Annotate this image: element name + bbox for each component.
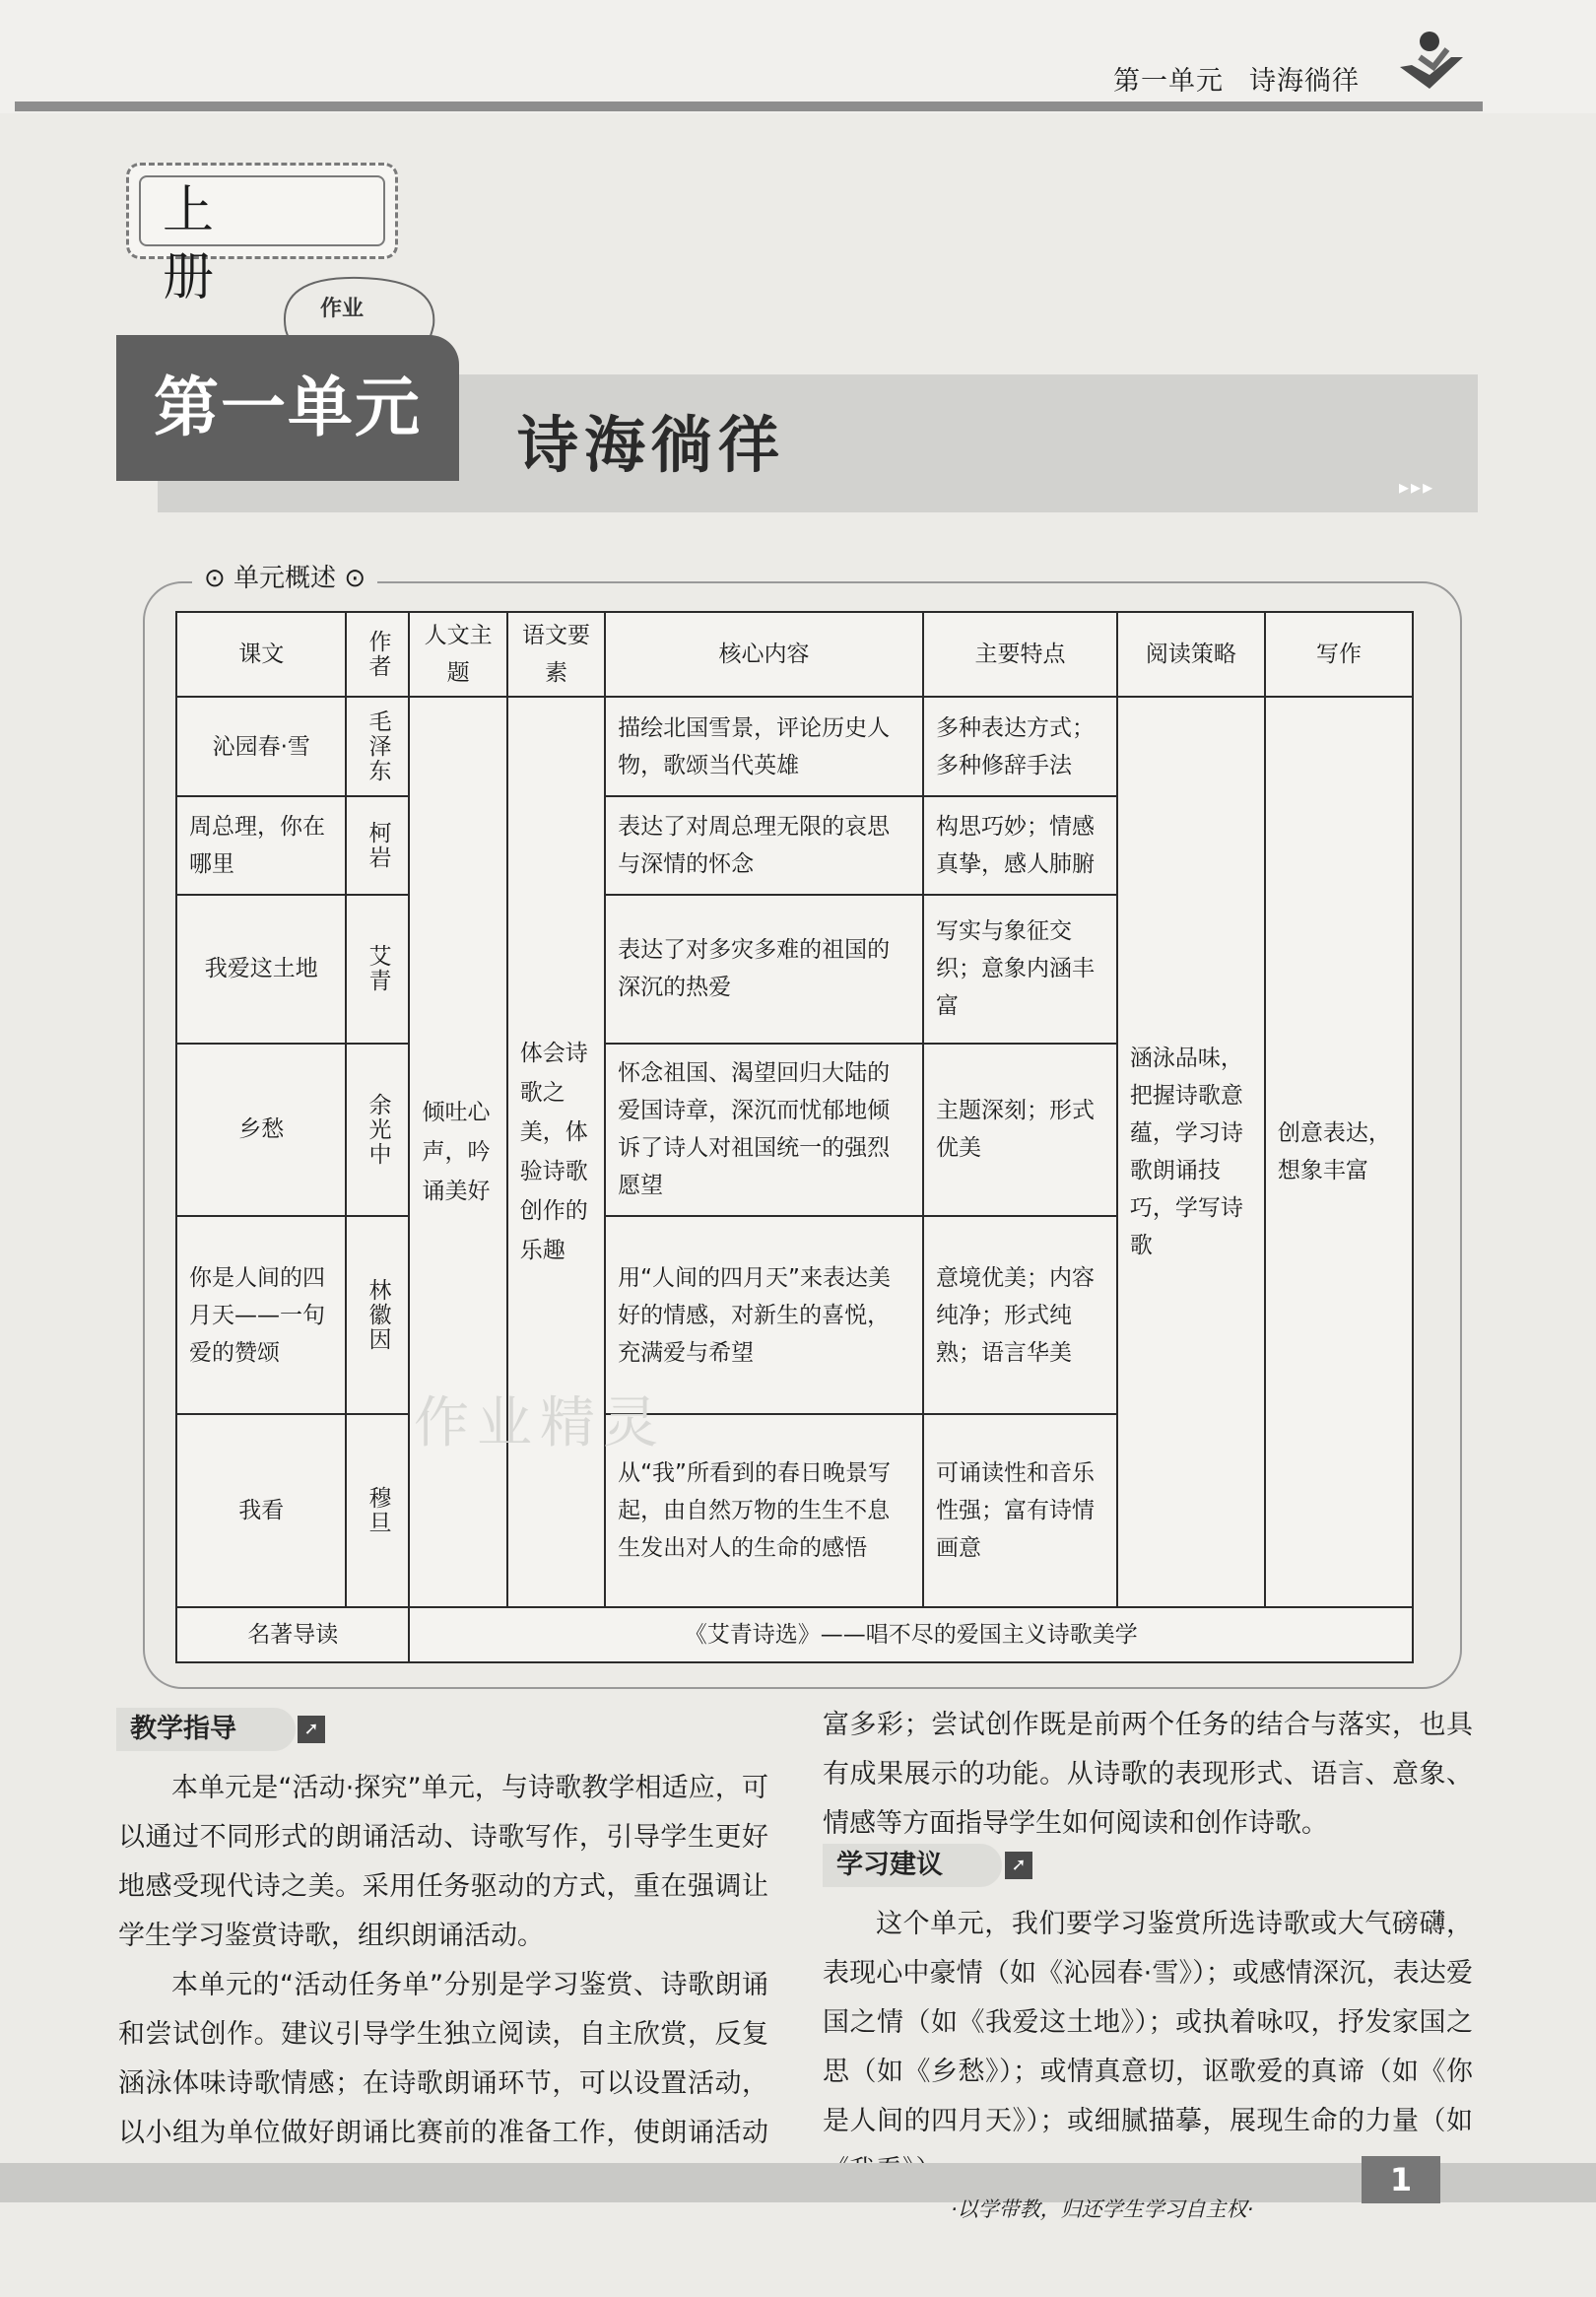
teaching-text-left	[118, 1764, 768, 2207]
writing-cell: 创意表达，想象丰富	[1265, 697, 1413, 1606]
author-cell: 艾青	[346, 895, 409, 1044]
advice-text	[823, 1900, 1473, 2196]
teaching-paragraph-1: 本单元是“活动·探究”单元，与诗歌教学相适应，可以通过不同形式的朗诵活动、诗歌写作，引导学生更好地感受现代诗之美。采用任务驱动的方式，重在强调让学生学习鉴赏诗歌，组织朗诵活动。	[118, 1773, 768, 1951]
classic-label: 名著导读	[176, 1607, 409, 1662]
unit-banner-title: 诗海徜徉	[517, 409, 786, 481]
author-cell: 柯岩	[346, 796, 409, 895]
theme-cell: 倾吐心声，吟诵美好	[409, 697, 506, 1606]
page-number: 1	[1362, 2156, 1440, 2203]
lesson-cell: 你是人间的四月天——一句爱的赞颂	[176, 1216, 346, 1414]
header-writing: 写作	[1265, 612, 1413, 697]
header-theme: 人文主题	[409, 612, 506, 697]
feature-cell: 意境优美；内容纯净；形式纯熟；语言华美	[923, 1216, 1117, 1414]
table-row-classic	[176, 1607, 1413, 1662]
footer-band	[0, 2163, 1596, 2202]
content-cell: 表达了对周总理无限的哀思与深情的怀念	[605, 796, 923, 895]
author-cell: 毛泽东	[346, 697, 409, 795]
banner-arrows-icon: ▸▸▸	[1399, 475, 1435, 499]
header-author: 作者	[346, 612, 409, 697]
table-header-row	[176, 612, 1413, 697]
feature-cell: 可诵读性和音乐性强；富有诗情画意	[923, 1414, 1117, 1607]
volume-label-box	[126, 163, 398, 307]
teaching-arrow-icon: ➚	[298, 1716, 325, 1743]
teaching-guide-tag	[116, 1708, 296, 1751]
lesson-cell: 沁园春·雪	[176, 697, 346, 795]
book-reader-logo-icon	[1394, 28, 1468, 101]
teaching-paragraph-3: 富多彩；尝试创作既是前两个任务的结合与落实，也具有成果展示的功能。从诗歌的表现形式、语言、意象、情感等方面指导学生如何阅读和创作诗歌。	[823, 1710, 1473, 1839]
element-cell: 体会诗歌之美，体验诗歌创作的乐趣	[507, 697, 605, 1606]
header-rule	[15, 101, 1483, 111]
volume-label: 上 册	[139, 175, 385, 246]
unit-banner-number: 第一单元	[116, 335, 459, 481]
author-cell: 穆旦	[346, 1414, 409, 1607]
unit-overview-table	[175, 611, 1414, 1663]
author-cell: 林徽因	[346, 1216, 409, 1414]
running-header	[1113, 59, 1385, 98]
watermark: 作业精灵	[414, 1391, 666, 1455]
strategy-cell: 涵泳品味，把握诗歌意蕴，学习诗歌朗诵技巧，学写诗歌	[1117, 697, 1265, 1606]
header-strategy: 阅读策略	[1117, 612, 1265, 697]
header-feature: 主要特点	[923, 612, 1117, 697]
table-row	[176, 697, 1413, 795]
teaching-guide-label: 教学指导	[130, 1714, 236, 1744]
study-advice-tag	[823, 1844, 1002, 1887]
lesson-cell: 我看	[176, 1414, 346, 1607]
feature-cell: 主题深刻；形式优美	[923, 1044, 1117, 1217]
content-cell: 描绘北国雪景，评论历史人物，歌颂当代英雄	[605, 697, 923, 795]
stamp-label: 作业	[320, 297, 365, 321]
classic-text: 《艾青诗选》——唱不尽的爱国主义诗歌美学	[409, 1607, 1413, 1662]
author-cell: 余光中	[346, 1044, 409, 1217]
lesson-cell: 周总理，你在哪里	[176, 796, 346, 895]
footer-motto: ·以学带教，归还学生学习自主权·	[951, 2197, 1254, 2221]
advice-arrow-icon: ➚	[1005, 1852, 1032, 1879]
feature-cell: 多种表达方式；多种修辞手法	[923, 697, 1117, 795]
lesson-cell: 我爱这土地	[176, 895, 346, 1044]
overview-title: ⊙ 单元概述 ⊙	[192, 558, 377, 594]
content-cell: 表达了对多灾多难的祖国的深沉的热爱	[605, 895, 923, 1044]
content-cell: 用“人间的四月天”来表达美好的情感，对新生的喜悦，充满爱与希望	[605, 1216, 923, 1414]
header-element: 语文要素	[507, 612, 605, 697]
header-content: 核心内容	[605, 612, 923, 697]
header-unit: 第一单元	[1113, 66, 1224, 97]
content-cell: 从“我”所看到的春日晚景写起，由自然万物的生生不息生发出对人的生命的感悟	[605, 1414, 923, 1607]
header-title: 诗海徜徉	[1249, 66, 1360, 97]
header-lesson: 课文	[176, 612, 346, 697]
feature-cell: 构思巧妙；情感真挚，感人肺腑	[923, 796, 1117, 895]
study-advice-label: 学习建议	[836, 1850, 943, 1880]
teaching-paragraph-2: 本单元的“活动任务单”分别是学习鉴赏、诗歌朗诵和尝试创作。建议引导学生独立阅读，自主欣赏，反复涵泳体味诗歌情感；在诗歌朗诵环节，可以设置活动，以小组为单位做好朗诵比赛前的准备工作，使朗诵活动	[118, 1970, 768, 2148]
teaching-text-right	[823, 1701, 1473, 1849]
content-cell: 怀念祖国、渴望回归大陆的爱国诗章，深沉而忧郁地倾诉了诗人对祖国统一的强烈愿望	[605, 1044, 923, 1217]
advice-paragraph: 这个单元，我们要学习鉴赏所选诗歌或大气磅礴，表现心中豪情（如《沁园春·雪》）；或感情深沉，表达爱国之情（如《我爱这土地》）；或执着咏叹，抒发家国之思（如《乡愁》）；或情真意切，讴歌爱的真谛（如《你是人间的四月天》）；或细腻描摹，展现生命的力量（如	[823, 1909, 1473, 2136]
feature-cell: 写实与象征交织；意象内涵丰富	[923, 895, 1117, 1044]
lesson-cell: 乡愁	[176, 1044, 346, 1217]
